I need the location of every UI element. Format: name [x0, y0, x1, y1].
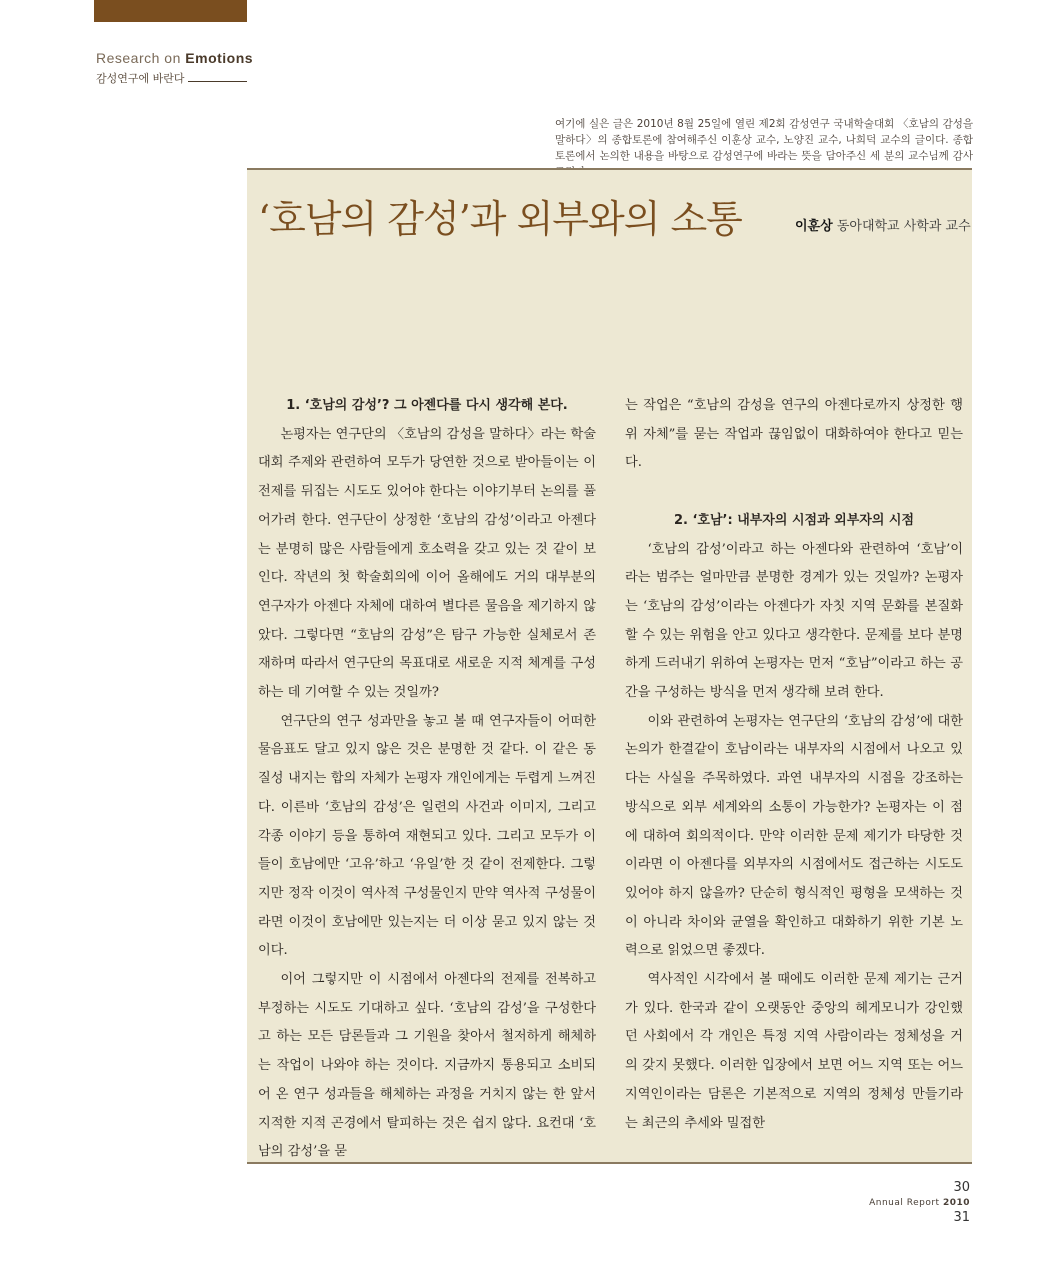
author-line — [795, 215, 971, 234]
intro-note: 여기에 실은 글은 2010년 8월 25일에 열린 제2회 감성연구 국내학술대회 〈호남의 감성을 말하다〉의 종합토론에 참여해주신 이훈상 교수, 노양진 교수, 나희덕 교수의 글이다. 종합토론에서 논의한 내용을 바탕으로 감성연구에 바라는 뜻을 담아주신 세 분의 교수님께 감사 — [555, 118, 973, 162]
series-title-en — [96, 50, 253, 66]
page-number-left: 30 — [953, 1180, 970, 1195]
left-column — [258, 392, 596, 1167]
paragraph: ‘호남의 감성’이라고 하는 아젠다와 관련하여 ‘호남’이라는 범주는 얼마만큼 분명한 경계가 있는 것일까? 논평자는 ‘호남의 감성’이라는 아젠다가 자칫 지역 문화를 본질화할 수 있는 위험을 안고 있다고 생각한다. 문제를 보다 분명하게 드러내기 위하여 논평자는 먼저 “호남”이라고 하는 공간을 구성하는 방식을 먼저 생각해 보려 한다. — [625, 541, 963, 701]
paragraph: 이와 관련하여 논평자는 연구단의 ‘호남의 감성’에 대한 논의가 한결같이 호남이라는 내부자의 시점에서 나오고 있다는 사실을 주목하였다. 과연 내부자의 시점을 강조하는 방식으로 외부 세계와의 소통이 가능한가? 논평자는 이 점에 대하여 회의적이다. 만약 이러한 문제 제기가 타당한 것이라면 이 아젠다를 외부자의 시점에서도 접근하는 시도도 있어야 하지 않을까? 단순히 형식적인 평형을 모색하는 것이 아니라 차이와 균열을 확인하고 대화하기 위한 기본 노력으로 읽었으면 좋겠다. — [625, 713, 963, 959]
paragraph-continued: 는 작업은 “호남의 감성을 연구의 아젠다로까지 상정한 행위 자체”를 묻는 작업과 끊임없이 대화하여야 한다고 믿는다. — [625, 398, 963, 471]
series-underline — [188, 81, 247, 82]
author-affiliation: 동아대학교 사학과 교수 — [836, 219, 971, 234]
paragraph: 이어 그렇지만 이 시점에서 아젠다의 전제를 전복하고 부정하는 시도도 기대하고 싶다. ‘호남의 감성’을 구성한다고 하는 모든 담론들과 그 기원을 찾아서 철저하게 해체하는 작업이 나와야 하는 것이다. 지금까지 통용되고 소비되어 온 연구 성과들을 해체하는 과정을 거치지 않는 한 앞서 지적한 지적 곤경에서 탈피하는 것은 쉽지 않다. 요컨대 ‘호남의 감성’을 묻 — [258, 972, 596, 1160]
series-title-ko: 감성연구에 바란다 — [96, 72, 185, 85]
page-number-right: 31 — [953, 1210, 970, 1225]
annual-report-label — [869, 1198, 970, 1208]
report-year: 2010 — [942, 1198, 970, 1208]
section-heading-1: 1. ‘호남의 감성’? 그 아젠다를 다시 생각해 본다. — [286, 398, 568, 413]
section-heading-2: 2. ‘호남’: 내부자의 시점과 외부자의 시점 — [673, 512, 915, 528]
paragraph: 역사적인 시각에서 볼 때에도 이러한 문제 제기는 근거가 있다. 한국과 같이 오랫동안 중앙의 헤게모니가 강인했던 사회에서 각 개인은 특정 지역 사람이라는 정체성을 거의 갖지 못했다. 이러한 입장에서 보면 어느 지역 또는 어느 지역인이라는 담론은 기본적으로 지역의 정체성 만들기라는 최근의 추세와 밀접한 — [625, 972, 963, 1131]
top-color-bar — [94, 0, 247, 22]
section-gap — [625, 478, 963, 507]
paragraph: 논평자는 연구단의 〈호남의 감성을 말하다〉라는 학술대회 주제와 관련하여 모두가 당연한 것으로 받아들이는 이 전제를 뒤집는 시도도 있어야 한다는 이야기부터 논의를 풀어가려 한다. 연구단이 상정한 ‘호남의 감성’이라고 아젠다는 분명히 많은 사람들에게 호소력을 갖고 있는 것 같이 보인다. 작년의 첫 학술회의에 이어 올해에도 거의 대부분의 연구자가 아젠다 자체에 대하여 별다른 물음을 제기하지 않았다. 그렇다면 “호남의 감성”은 탐구 가능한 실체로서 존재하며 따라서 연구단의 목표대로 새로운 지적 체계를 구성하는 데 기여할 수 있는 것일까? — [258, 426, 596, 701]
right-column — [625, 392, 963, 1138]
author-name: 이훈상 — [795, 219, 833, 234]
article-title: ‘호남의 감성’과 외부와의 소통 — [258, 197, 742, 241]
series-title-bold: Emotions — [185, 50, 254, 66]
report-label: Annual Report — [869, 1198, 940, 1208]
paragraph: 연구단의 연구 성과만을 놓고 볼 때 연구자들이 어떠한 물음표도 달고 있지 않은 것은 분명한 것 같다. 이 같은 동질성 내지는 합의 자체가 논평자 개인에게는 두렵게 느껴진다. 이른바 ‘호남의 감성’은 일련의 사건과 이미지, 그리고 각종 이야기 등을 통하여 재현되고 있다. 그리고 모두가 이들이 호남에만 ‘고유’하고 ‘유일’한 것 같이 전제한다. 그렇지만 정작 이것이 역사적 구성물인지 만약 역사적 구성물이라면 이것이 호남에만 있는지는 더 이상 묻고 있지 않는 것이다. — [258, 713, 596, 959]
series-title-prefix: Research on — [96, 50, 186, 66]
